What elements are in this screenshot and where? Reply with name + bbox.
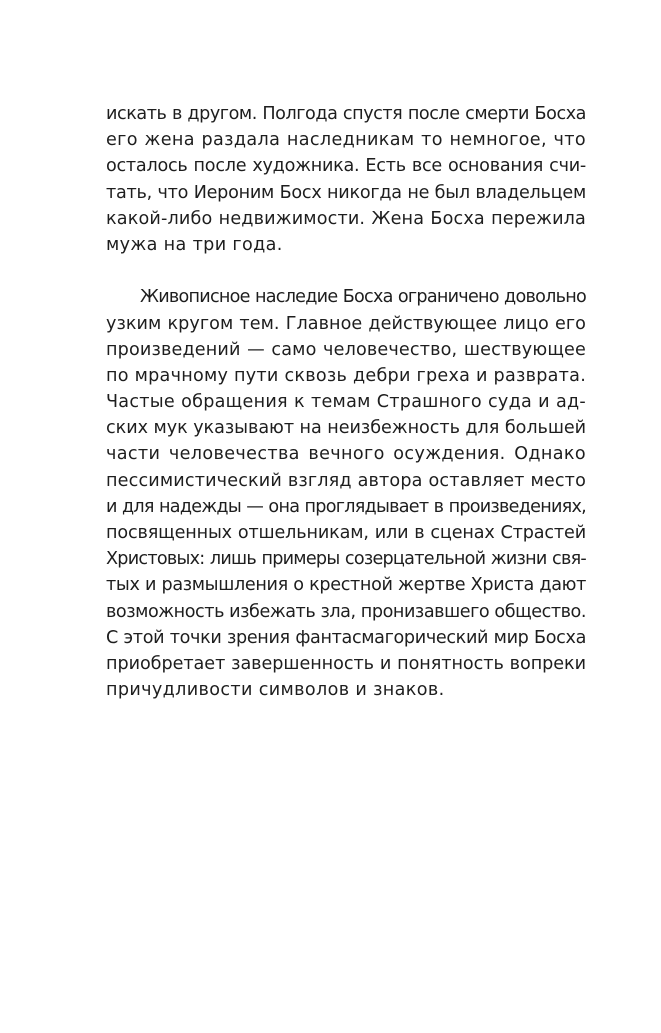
text-line: приобретает завершенность и понятность вопреки	[106, 653, 586, 674]
text-line: ских мук указывают на неизбежность для большей	[106, 418, 587, 439]
paragraph-2	[106, 284, 586, 703]
text-line: осталось после художника. Есть все основания счи-	[106, 156, 586, 177]
text-line: мужа на три года.	[106, 234, 283, 255]
body-text	[106, 101, 586, 703]
text-line: узким кругом тем. Главное действующее лицо его	[106, 313, 586, 334]
text-line: Христовых: лишь примеры созерцательной жизни свя-	[106, 549, 586, 570]
text-line: тать, что Иероним Босх никогда не был владельцем	[106, 182, 586, 203]
text-line: какой-либо недвижимости. Жена Босха пережила	[106, 208, 586, 229]
text-line: тых и размышления о крестной жертве Христа дают	[106, 575, 586, 596]
text-line: по мрачному пути сквозь дебри греха и разврата.	[106, 365, 587, 386]
text-line: произведений — само человечество, шествующее	[106, 339, 586, 360]
text-line: причудливости символов и знаков.	[106, 680, 445, 701]
text-line: С этой точки зрения фантасмагорический мир Босха	[106, 627, 586, 648]
text-line: его жена раздала наследникам то немногое, что	[106, 130, 586, 151]
text-line: возможность избежать зла, пронизавшего общество.	[106, 601, 586, 622]
text-line: искать в другом. Полгода спустя после смерти Босха	[106, 104, 586, 124]
text-line: пессимистический взгляд автора оставляет место	[106, 470, 586, 491]
text-line: Частые обращения к темам Страшного суда и ад-	[106, 392, 586, 413]
paragraph-1	[106, 101, 586, 258]
text-line: части человечества вечного осуждения. Однако	[106, 444, 586, 465]
text-line: и для надежды — она проглядывает в произведениях,	[106, 496, 586, 517]
text-line: Живописное наследие Босха ограничено довольно	[140, 287, 586, 308]
text-line: посвященных отшельникам, или в сценах Страстей	[106, 523, 586, 543]
